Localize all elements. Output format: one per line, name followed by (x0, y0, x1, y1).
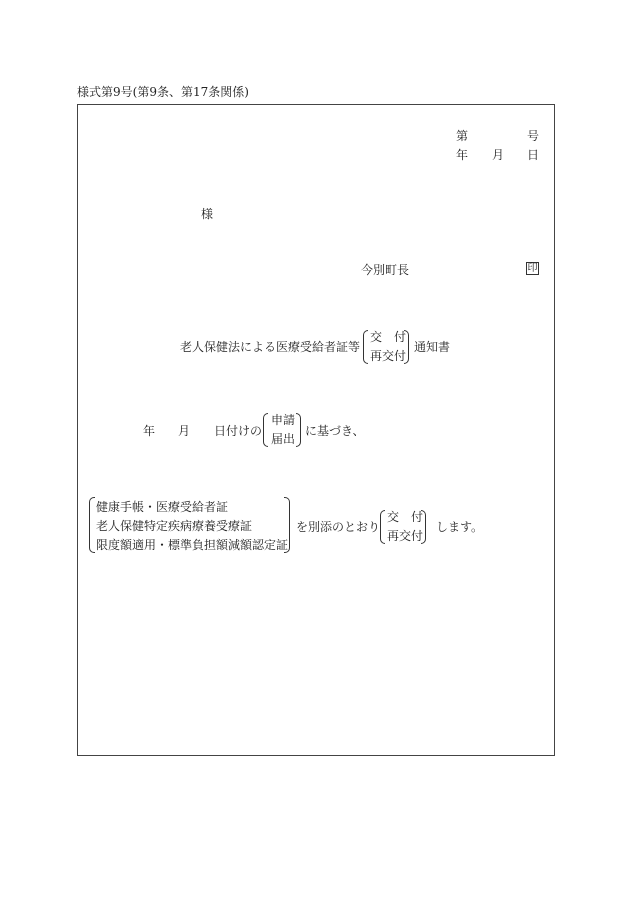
seal-stamp: 印 (527, 262, 538, 274)
certs-option-bracket-left (380, 510, 385, 544)
certs-middle: を別添のとおり (296, 520, 381, 534)
date-month: 月 (492, 148, 505, 162)
basis-bracket-right (296, 413, 301, 447)
title-main: 老人保健法による医療受給者証等 (180, 340, 361, 354)
basis-suffix: に基づき、 (305, 424, 365, 438)
title-option-saikofu: 再交付 (370, 349, 407, 363)
title-suffix: 通知書 (414, 340, 451, 354)
addressee-sama: 様 (201, 207, 214, 221)
certs-suffix: します。 (436, 520, 484, 534)
number-dai: 第 (456, 129, 469, 143)
cert-item-3: 限度額適用・標準負担額減額認定証 (96, 538, 289, 552)
certs-bracket-left (89, 497, 95, 553)
form-label: 様式第9号(第9条、第17条関係) (77, 85, 249, 99)
date-year: 年 (456, 148, 469, 162)
basis-option-todokede: 届出 (271, 432, 296, 446)
certs-option-bracket-right (421, 510, 426, 544)
date-day: 日 (527, 148, 540, 162)
basis-day-suffix: 日付けの (214, 424, 263, 438)
certs-option-saikofu: 再交付 (387, 529, 424, 543)
basis-year: 年 (143, 424, 156, 438)
cert-item-2: 老人保健特定疾病療養受療証 (96, 519, 253, 533)
basis-bracket-left (263, 413, 268, 447)
title-option-kofu: 交 付 (370, 330, 407, 344)
number-go: 号 (527, 129, 540, 143)
issuer-name: 今別町長 (361, 263, 410, 277)
title-bracket-left (363, 330, 368, 364)
basis-month: 月 (178, 424, 191, 438)
certs-option-kofu: 交 付 (387, 510, 424, 524)
certs-bracket-right (284, 497, 290, 553)
basis-option-shinsei: 申請 (271, 413, 296, 427)
cert-item-1: 健康手帳・医療受給者証 (96, 500, 229, 514)
title-bracket-right (404, 330, 409, 364)
